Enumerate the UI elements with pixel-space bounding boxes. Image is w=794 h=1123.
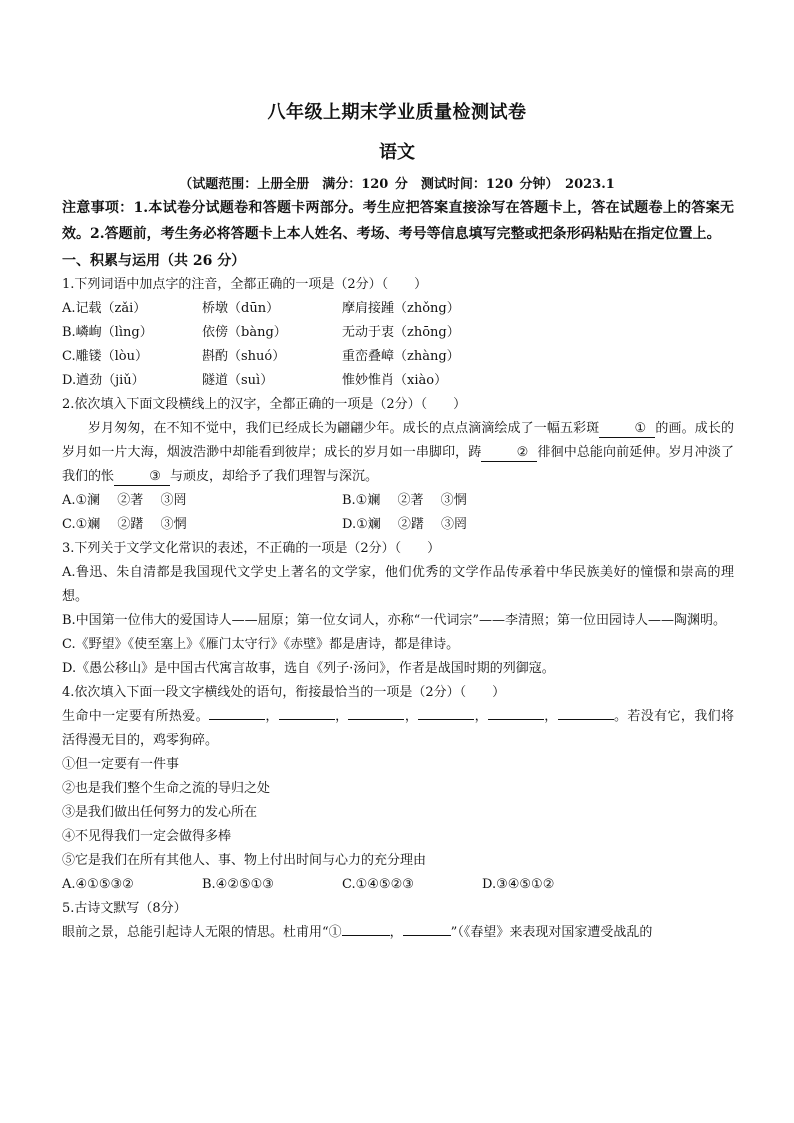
q1-option-a-2: 桥墩（dūn） bbox=[202, 301, 280, 316]
q2-blank-2: ② bbox=[481, 445, 537, 462]
q4-option-a: A.④①⑤③② bbox=[62, 877, 134, 892]
exam-content bbox=[62, 193, 734, 945]
question-1-options bbox=[62, 297, 734, 393]
q2-option-d: D.①斓 ②躇 ③罔 bbox=[342, 517, 468, 532]
exam-subject: 语文 bbox=[379, 142, 415, 163]
q5-blank-1 bbox=[342, 921, 390, 936]
question-5-stem: 5.古诗文默写（8分） bbox=[62, 901, 187, 916]
exam-title: 八年级上期末学业质量检测试卷 bbox=[267, 102, 527, 123]
section-heading: 一、积累与运用（共 26 分） bbox=[62, 253, 246, 269]
q3-option-a: A.鲁迅、朱自清都是我国现代文学史上著名的文学家，他们优秀的文学作品传承着中华民族美好的憧憬和崇高的理想。 bbox=[62, 565, 734, 604]
q4-blank bbox=[209, 705, 265, 720]
q4-blank bbox=[348, 705, 404, 720]
q1-option-d-2: 隧道（suì） bbox=[202, 373, 274, 388]
q4-blank bbox=[488, 705, 544, 720]
question-2-passage bbox=[62, 417, 734, 489]
q4-option-c: C.①④⑤②③ bbox=[342, 877, 414, 892]
question-2-options bbox=[62, 489, 734, 537]
question-4-options bbox=[62, 873, 734, 897]
q4-item-4: ④不见得我们一定会做得多棒 bbox=[62, 829, 232, 844]
q3-option-b: B.中国第一位伟大的爱国诗人——屈原；第一位女词人，亦称“一代词宗”——李清照；第一位田园诗人——陶渊明。 bbox=[62, 613, 726, 628]
q4-sep: ， bbox=[474, 709, 488, 724]
q1-option-b-2: 依傍（bàng） bbox=[202, 325, 287, 340]
q1-option-c-2: 斟酌（shuó） bbox=[202, 349, 286, 364]
question-5-passage bbox=[62, 921, 734, 945]
notice-text: 注意事项：1.本试卷分试题卷和答题卡两部分。考生应把答案直接涂写在答题卡上，答在试题卷上的答案无效。2.答题前，考生务必将答题卡上本人姓名、考场、考号等信息填写完整或把条形码粘贴在指定位置上。 bbox=[62, 200, 734, 242]
q5-blank-2 bbox=[403, 921, 451, 936]
q3-option-d: D.《愚公移山》是中国古代寓言故事，选自《列子·汤问》，作者是战国时期的列御寇。 bbox=[62, 661, 555, 676]
q3-option-c: C.《野望》《使至塞上》《雁门太守行》《赤壁》都是唐诗，都是律诗。 bbox=[62, 637, 460, 652]
q4-end: 。若没有它，我们将活得漫无目的，鸡零狗碎。 bbox=[62, 709, 734, 748]
q1-option-d-3: 惟妙惟肖（xiào） bbox=[342, 373, 448, 388]
q1-option-a-1: A.记载（zǎi） bbox=[62, 301, 147, 316]
q4-sep: ， bbox=[543, 709, 558, 724]
q2-passage-part: 岁月匆匆，在不知不觉中，我们已经成长为翩翩少年。成长的点点滴滴绘成了一幅五彩斑 bbox=[88, 421, 600, 436]
q4-blank bbox=[279, 705, 335, 720]
q4-lead: 生命中一定要有所热爱。 bbox=[62, 709, 209, 724]
q2-blank-1: ① bbox=[599, 421, 655, 438]
q5-text: 眼前之景，总能引起诗人无限的情思。杜甫用“① bbox=[62, 925, 342, 940]
question-3-stem: 3.下列关于文学文化常识的表述，不正确的一项是（2分）（ ） bbox=[62, 541, 441, 556]
q2-option-c: C.①斓 ②躇 ③惘 bbox=[62, 517, 187, 532]
q4-sep: ， bbox=[404, 709, 419, 724]
q1-option-d-1: D.遒劲（jiǔ） bbox=[62, 373, 145, 388]
q1-option-b-1: B.嶙峋（lìng） bbox=[62, 325, 153, 340]
q4-item-5: ⑤它是我们在所有其他人、事、物上付出时间与心力的充分理由 bbox=[62, 853, 427, 868]
q5-sep: ， bbox=[389, 925, 403, 940]
question-4-passage bbox=[62, 705, 734, 753]
question-2-stem: 2.依次填入下面文段横线上的汉字，全都正确的一项是（2分）（ ） bbox=[62, 397, 467, 412]
q1-option-c-3: 重峦叠嶂（zhàng） bbox=[342, 349, 460, 364]
q1-option-a-3: 摩肩接踵（zhǒng） bbox=[342, 301, 460, 316]
q5-text: ”（《春望》来表现对国家遭受战乱的 bbox=[450, 925, 653, 940]
q2-option-a: A.①澜 ②著 ③罔 bbox=[62, 493, 187, 508]
q4-sep: ， bbox=[334, 709, 349, 724]
question-1-stem: 1.下列词语中加点字的注音，全都正确的一项是（2分）（ ） bbox=[62, 277, 428, 292]
q4-item-3: ③是我们做出任何努力的发心所在 bbox=[62, 805, 258, 820]
q2-option-b: B.①斓 ②著 ③惘 bbox=[342, 493, 467, 508]
q4-blank bbox=[418, 705, 474, 720]
q4-option-b: B.④②⑤①③ bbox=[202, 877, 274, 892]
question-4-stem: 4.依次填入下面一段文字横线处的语句，衔接最恰当的一项是（2分）（ ） bbox=[62, 685, 506, 700]
q2-passage-part: 徘徊中总能向前延伸。岁月冲淡了我们的怅 bbox=[62, 445, 734, 484]
exam-scope: （试题范围：上册全册 满分：120 分 测试时间：120 分钟） 2023.1 bbox=[179, 177, 615, 192]
q2-passage-part: 的画。成长的岁月如一片大海，烟波浩渺中却能看到彼岸；成长的岁月如一串脚印，踌 bbox=[62, 421, 734, 460]
q2-passage-part: 与顽皮，却给予了我们理智与深沉。 bbox=[170, 469, 379, 484]
q4-item-2: ②也是我们整个生命之流的导归之处 bbox=[62, 781, 271, 796]
q1-option-c-1: C.雕镂（lòu） bbox=[62, 349, 148, 364]
q2-blank-3: ③ bbox=[114, 469, 170, 486]
q4-sep: ， bbox=[265, 709, 279, 724]
q4-blank bbox=[558, 705, 614, 720]
q4-item-1: ①但一定要有一件事 bbox=[62, 757, 180, 772]
q1-option-b-3: 无动于衷（zhōng） bbox=[342, 325, 460, 340]
q4-option-d: D.③④⑤①② bbox=[482, 877, 555, 892]
